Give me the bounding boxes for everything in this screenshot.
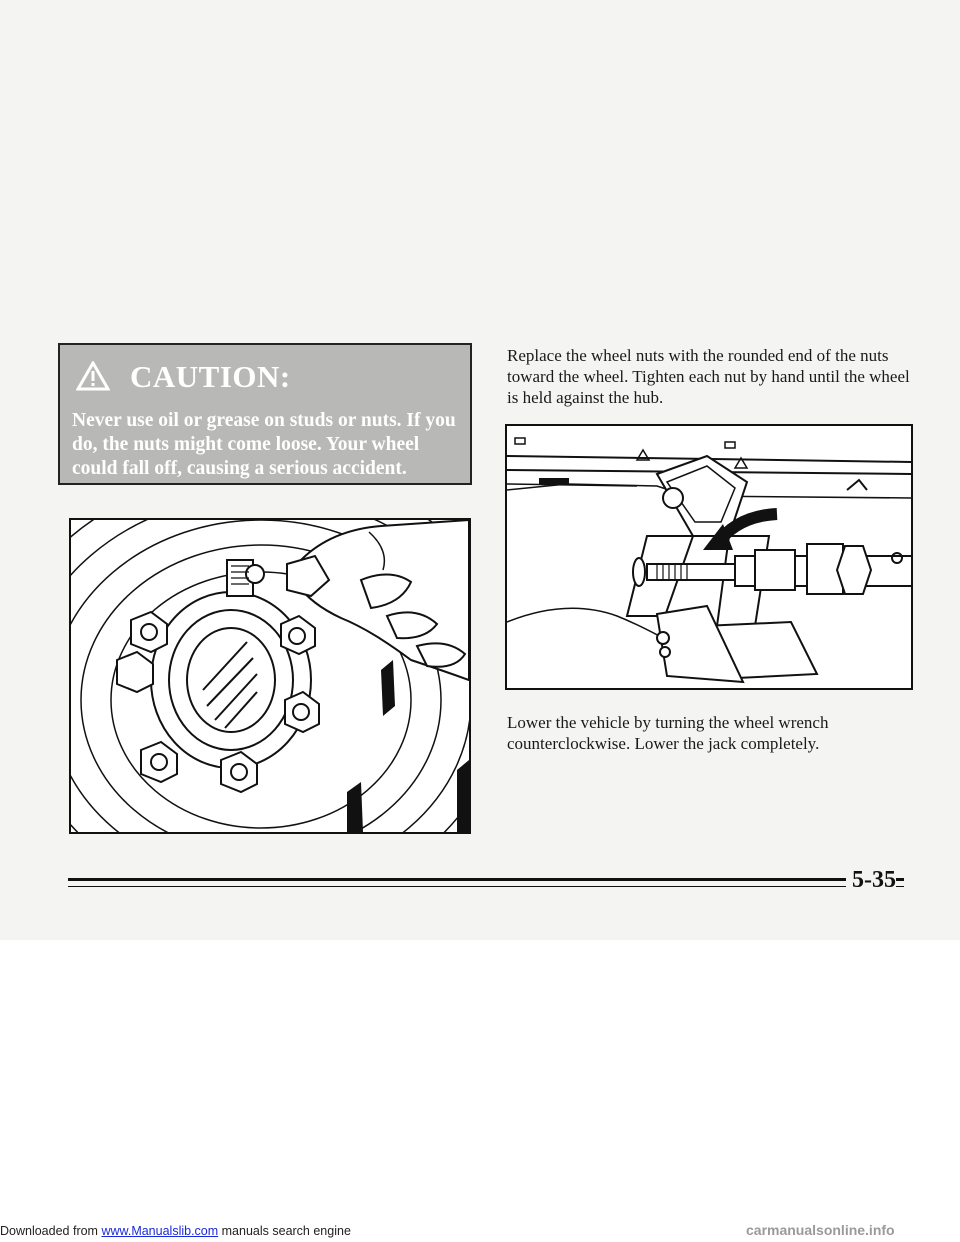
- jack-illustration: [505, 424, 913, 690]
- warning-triangle-icon: [76, 361, 110, 391]
- footer-rule-thin: [68, 886, 904, 887]
- page-margin-band: [0, 940, 960, 1242]
- footer-prefix: Downloaded from: [0, 1224, 102, 1238]
- replace-nuts-paragraph: Replace the wheel nuts with the rounded end of the nuts toward the wheel. Tighten each nut by hand until the wheel is held against the hub.: [507, 346, 910, 407]
- page-number: 5-35: [846, 867, 896, 894]
- lower-vehicle-paragraph: Lower the vehicle by turning the wheel wrench counterclockwise. Lower the jack completely.: [507, 713, 829, 753]
- caution-title: CAUTION:: [130, 359, 291, 394]
- footer-suffix: manuals search engine: [218, 1224, 351, 1238]
- watermark-text: carmanualsonline.info: [746, 1222, 895, 1238]
- wheel-drawing: [71, 520, 469, 832]
- caution-box: [58, 343, 472, 485]
- caution-text: Never use oil or grease on studs or nuts. If you do, the nuts might come loose. Your wheel could fall off, causing a serious accident.: [72, 410, 456, 479]
- footer-rule-thick: [68, 878, 904, 881]
- wheel-illustration: [69, 518, 471, 834]
- download-footer: [0, 1224, 351, 1238]
- manualslib-link[interactable]: www.Manualslib.com: [101, 1224, 219, 1238]
- jack-drawing: [507, 426, 911, 688]
